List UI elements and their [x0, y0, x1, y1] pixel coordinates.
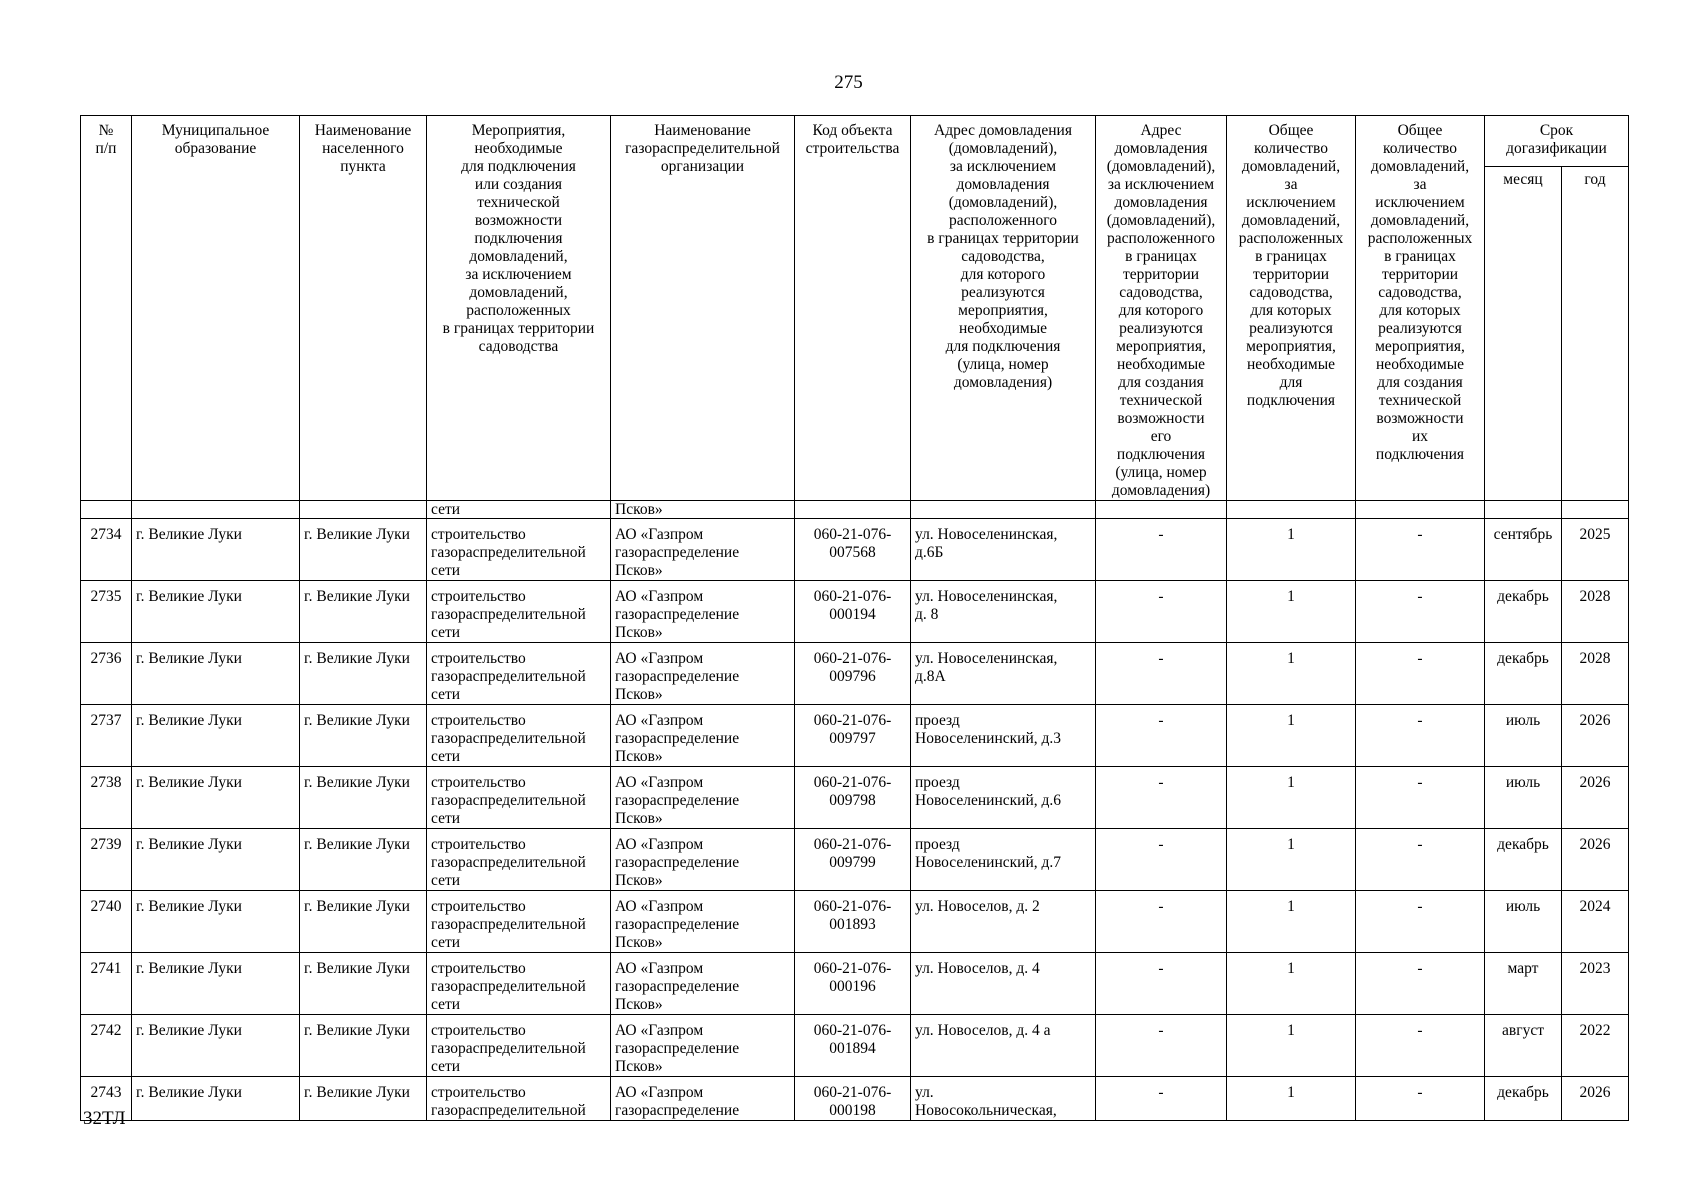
cell-address-connection: ул. Новоселов, д. 2	[911, 891, 1096, 953]
page-number: 275	[834, 72, 863, 93]
cell-address-technical: -	[1096, 519, 1227, 581]
cell-object-code: 060-21-076- 009798	[795, 767, 911, 829]
cell-address-technical: -	[1096, 891, 1227, 953]
cell-address-connection: ул. Новосокольническая,	[911, 1077, 1096, 1121]
cell-month: декабрь	[1485, 1077, 1562, 1121]
cell-object-code: 060-21-076- 009796	[795, 643, 911, 705]
cell-count-connection: 1	[1227, 1015, 1356, 1077]
table-row	[81, 581, 1629, 643]
cell-measures: строительство газораспределительной сети	[427, 1015, 611, 1077]
table-row	[81, 643, 1629, 705]
cell-count-connection: 1	[1227, 643, 1356, 705]
header-measures: Мероприятия, необходимые для подключения или создания технической возможности подключения домовладений, за исключением домовладений, расположенных в границах территории садоводства	[427, 116, 611, 501]
cell-address-technical: -	[1096, 581, 1227, 643]
cell-no: 2739	[81, 829, 132, 891]
header-municipality: Муниципальное образование	[132, 116, 300, 501]
continuation-row	[81, 501, 1629, 519]
cell-gas-distribution-org: АО «Газпром газораспределение Псков»	[611, 705, 795, 767]
cell-count-connection: 1	[1227, 581, 1356, 643]
footer-code: 32ТЛ	[83, 1108, 126, 1129]
cell-count-connection: 1	[1227, 829, 1356, 891]
header-address-connection: Адрес домовладения (домовладений), за исключением домовладения (домовладений), расположенного в границах территории садоводства, для которого реализуются мероприятия, необходимые для подключения (улица, номер домовладения)	[911, 116, 1096, 501]
cell-month: март	[1485, 953, 1562, 1015]
header-settlement: Наименование населенного пункта	[300, 116, 427, 501]
cell-object-code: 060-21-076- 001893	[795, 891, 911, 953]
cell-year: 2026	[1562, 829, 1629, 891]
cell-municipality	[132, 501, 300, 519]
cell-settlement: г. Великие Луки	[300, 581, 427, 643]
cell-measures: строительство газораспределительной сети	[427, 705, 611, 767]
cell-address-connection: ул. Новоселенинская, д.6Б	[911, 519, 1096, 581]
cell-year	[1562, 501, 1629, 519]
cell-municipality: г. Великие Луки	[132, 953, 300, 1015]
cell-gas-distribution-org: АО «Газпром газораспределение Псков»	[611, 581, 795, 643]
cell-object-code: 060-21-076- 007568	[795, 519, 911, 581]
cell-municipality: г. Великие Луки	[132, 643, 300, 705]
cell-measures: строительство газораспределительной сети	[427, 829, 611, 891]
table-row	[81, 829, 1629, 891]
cell-count-technical: -	[1356, 953, 1485, 1015]
cell-count-technical: -	[1356, 643, 1485, 705]
cell-count-connection: 1	[1227, 705, 1356, 767]
cell-address-technical: -	[1096, 705, 1227, 767]
cell-no	[81, 501, 132, 519]
cell-count-technical	[1356, 501, 1485, 519]
header-count-technical: Общее количество домовладений, за исключением домовладений, расположенных в границах территории садоводства, для которых реализуются мероприятия, необходимые для создания технической возможности их подключения	[1356, 116, 1485, 501]
cell-measures: сети	[427, 501, 611, 519]
cell-year: 2026	[1562, 705, 1629, 767]
cell-month: июль	[1485, 705, 1562, 767]
cell-measures: строительство газораспределительной	[427, 1077, 611, 1121]
header-address-technical: Адрес домовладения (домовладений), за исключением домовладения (домовладений), расположенного в границах территории садоводства, для которого реализуются мероприятия, необходимые для создания технической возможности его подключения (улица, номер домовладения)	[1096, 116, 1227, 501]
cell-no: 2735	[81, 581, 132, 643]
header-count-connection: Общее количество домовладений, за исключением домовладений, расположенных в границах территории садоводства, для которых реализуются мероприятия, необходимые для подключения	[1227, 116, 1356, 501]
cell-year: 2022	[1562, 1015, 1629, 1077]
cell-month: декабрь	[1485, 829, 1562, 891]
cell-count-technical: -	[1356, 767, 1485, 829]
cell-month	[1485, 501, 1562, 519]
cell-address-technical: -	[1096, 953, 1227, 1015]
cell-measures: строительство газораспределительной сети	[427, 519, 611, 581]
cell-address-connection: ул. Новоселенинская, д. 8	[911, 581, 1096, 643]
cell-object-code: 060-21-076- 000194	[795, 581, 911, 643]
cell-settlement: г. Великие Луки	[300, 1077, 427, 1121]
cell-gas-distribution-org: АО «Газпром газораспределение	[611, 1077, 795, 1121]
cell-measures: строительство газораспределительной сети	[427, 953, 611, 1015]
cell-address-connection: проезд Новоселенинский, д.6	[911, 767, 1096, 829]
cell-municipality: г. Великие Луки	[132, 1015, 300, 1077]
cell-month: июль	[1485, 891, 1562, 953]
cell-municipality: г. Великие Луки	[132, 581, 300, 643]
cell-address-connection: проезд Новоселенинский, д.3	[911, 705, 1096, 767]
cell-municipality: г. Великие Луки	[132, 705, 300, 767]
cell-gas-distribution-org: АО «Газпром газораспределение Псков»	[611, 643, 795, 705]
cell-year: 2023	[1562, 953, 1629, 1015]
cell-year: 2024	[1562, 891, 1629, 953]
table-row	[81, 1077, 1629, 1121]
cell-address-technical	[1096, 501, 1227, 519]
cell-address-technical: -	[1096, 829, 1227, 891]
cell-address-technical: -	[1096, 1077, 1227, 1121]
cell-year: 2026	[1562, 1077, 1629, 1121]
cell-address-technical: -	[1096, 1015, 1227, 1077]
cell-no: 2737	[81, 705, 132, 767]
cell-settlement: г. Великие Луки	[300, 829, 427, 891]
cell-object-code: 060-21-076- 001894	[795, 1015, 911, 1077]
cell-gas-distribution-org: АО «Газпром газораспределение Псков»	[611, 953, 795, 1015]
cell-no: 2742	[81, 1015, 132, 1077]
cell-municipality: г. Великие Луки	[132, 519, 300, 581]
cell-measures: строительство газораспределительной сети	[427, 643, 611, 705]
cell-address-technical: -	[1096, 767, 1227, 829]
cell-count-technical: -	[1356, 519, 1485, 581]
table-row	[81, 767, 1629, 829]
cell-month: декабрь	[1485, 643, 1562, 705]
table-row	[81, 519, 1629, 581]
table-row	[81, 953, 1629, 1015]
cell-gas-distribution-org: Псков»	[611, 501, 795, 519]
cell-gas-distribution-org: АО «Газпром газораспределение Псков»	[611, 829, 795, 891]
cell-object-code: 060-21-076- 000196	[795, 953, 911, 1015]
cell-gas-distribution-org: АО «Газпром газораспределение Псков»	[611, 1015, 795, 1077]
header-month: месяц	[1485, 166, 1562, 500]
cell-count-connection: 1	[1227, 767, 1356, 829]
cell-address-connection: проезд Новоселенинский, д.7	[911, 829, 1096, 891]
cell-object-code: 060-21-076- 009797	[795, 705, 911, 767]
cell-count-connection: 1	[1227, 891, 1356, 953]
cell-month: декабрь	[1485, 581, 1562, 643]
header-no: № п/п	[81, 116, 132, 501]
cell-count-technical: -	[1356, 1015, 1485, 1077]
cell-count-technical: -	[1356, 1077, 1485, 1121]
header-deadline: Срок догазификации	[1485, 116, 1629, 167]
cell-count-connection: 1	[1227, 1077, 1356, 1121]
cell-settlement: г. Великие Луки	[300, 643, 427, 705]
header-object-code: Код объекта строительства	[795, 116, 911, 501]
cell-count-technical: -	[1356, 829, 1485, 891]
table-row	[81, 891, 1629, 953]
table-header	[81, 116, 1629, 501]
cell-month: август	[1485, 1015, 1562, 1077]
cell-gas-distribution-org: АО «Газпром газораспределение Псков»	[611, 767, 795, 829]
cell-municipality: г. Великие Луки	[132, 829, 300, 891]
header-year: год	[1562, 166, 1629, 500]
gasification-table	[80, 115, 1629, 1121]
cell-count-technical: -	[1356, 581, 1485, 643]
cell-settlement: г. Великие Луки	[300, 767, 427, 829]
cell-no: 2743	[81, 1077, 132, 1121]
cell-no: 2741	[81, 953, 132, 1015]
cell-measures: строительство газораспределительной сети	[427, 767, 611, 829]
cell-year: 2025	[1562, 519, 1629, 581]
cell-municipality: г. Великие Луки	[132, 891, 300, 953]
cell-object-code: 060-21-076- 000198	[795, 1077, 911, 1121]
table-row	[81, 705, 1629, 767]
cell-year: 2028	[1562, 581, 1629, 643]
cell-no: 2738	[81, 767, 132, 829]
cell-address-connection	[911, 501, 1096, 519]
cell-count-connection: 1	[1227, 519, 1356, 581]
cell-measures: строительство газораспределительной сети	[427, 581, 611, 643]
cell-year: 2028	[1562, 643, 1629, 705]
table-row	[81, 1015, 1629, 1077]
cell-measures: строительство газораспределительной сети	[427, 891, 611, 953]
cell-municipality: г. Великие Луки	[132, 767, 300, 829]
cell-gas-distribution-org: АО «Газпром газораспределение Псков»	[611, 519, 795, 581]
cell-settlement	[300, 501, 427, 519]
cell-settlement: г. Великие Луки	[300, 705, 427, 767]
cell-address-connection: ул. Новоселов, д. 4	[911, 953, 1096, 1015]
cell-count-technical: -	[1356, 891, 1485, 953]
cell-settlement: г. Великие Луки	[300, 519, 427, 581]
cell-municipality: г. Великие Луки	[132, 1077, 300, 1121]
cell-month: сентябрь	[1485, 519, 1562, 581]
cell-object-code: 060-21-076- 009799	[795, 829, 911, 891]
cell-no: 2734	[81, 519, 132, 581]
header-gas-distribution-org: Наименование газораспределительной организации	[611, 116, 795, 501]
cell-no: 2740	[81, 891, 132, 953]
cell-count-technical: -	[1356, 705, 1485, 767]
cell-settlement: г. Великие Луки	[300, 1015, 427, 1077]
table-body	[81, 501, 1629, 1121]
cell-no: 2736	[81, 643, 132, 705]
cell-year: 2026	[1562, 767, 1629, 829]
cell-object-code	[795, 501, 911, 519]
cell-month: июль	[1485, 767, 1562, 829]
cell-settlement: г. Великие Луки	[300, 953, 427, 1015]
cell-address-connection: ул. Новоселов, д. 4 а	[911, 1015, 1096, 1077]
cell-count-connection	[1227, 501, 1356, 519]
cell-gas-distribution-org: АО «Газпром газораспределение Псков»	[611, 891, 795, 953]
cell-settlement: г. Великие Луки	[300, 891, 427, 953]
cell-count-connection: 1	[1227, 953, 1356, 1015]
cell-address-connection: ул. Новоселенинская, д.8А	[911, 643, 1096, 705]
cell-address-technical: -	[1096, 643, 1227, 705]
